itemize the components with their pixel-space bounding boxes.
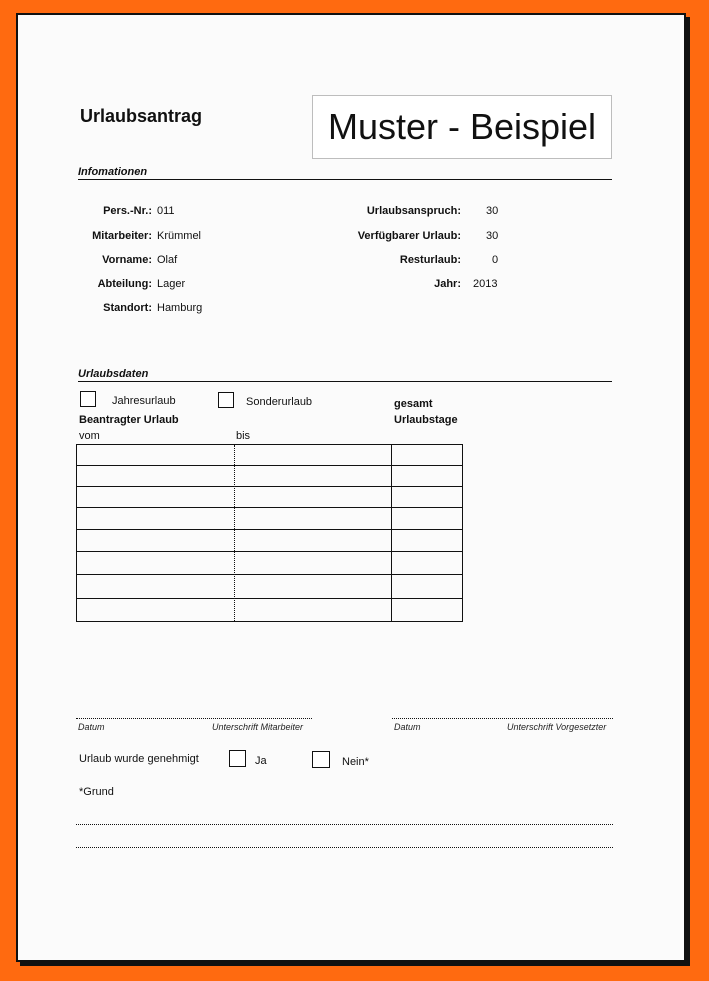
vacation-dates-table[interactable] bbox=[76, 444, 463, 622]
label-datum-right: Datum bbox=[394, 722, 421, 732]
label-vom: vom bbox=[79, 430, 100, 442]
table-row-divider bbox=[77, 574, 462, 575]
label-bis: bis bbox=[236, 430, 251, 442]
value-mitarbeiter: Krümmel bbox=[157, 230, 202, 242]
label-sonderurlaub: Sonderurlaub bbox=[246, 396, 313, 408]
label-grund: *Grund bbox=[79, 786, 114, 798]
label-nein: Nein* bbox=[342, 756, 369, 768]
label-urlaubsanspruch: Urlaubsanspruch: bbox=[366, 205, 461, 217]
label-datum-left: Datum bbox=[78, 722, 105, 732]
label-vorname: Vorname: bbox=[102, 254, 152, 266]
table-row-divider bbox=[77, 507, 462, 508]
table-row-divider bbox=[77, 529, 462, 530]
label-verfuegbarer-urlaub: Verfügbarer Urlaub: bbox=[357, 230, 461, 242]
label-unterschrift-mitarbeiter: Unterschrift Mitarbeiter bbox=[212, 722, 304, 732]
section-informationen-heading: Infomationen bbox=[78, 166, 612, 180]
label-resturlaub: Resturlaub: bbox=[399, 254, 461, 266]
label-standort: Standort: bbox=[103, 302, 152, 314]
value-abteilung: Lager bbox=[157, 278, 186, 290]
label-gesamt: gesamt bbox=[394, 398, 433, 410]
value-standort: Hamburg bbox=[157, 302, 203, 314]
value-urlaubsanspruch: 30 bbox=[486, 205, 499, 217]
checkbox-nein[interactable] bbox=[312, 751, 330, 768]
label-ja: Ja bbox=[255, 755, 267, 767]
form-page bbox=[16, 13, 686, 962]
table-row-divider bbox=[77, 551, 462, 552]
value-vorname: Olaf bbox=[157, 254, 178, 266]
table-row-divider bbox=[77, 486, 462, 487]
label-unterschrift-vorgesetzter: Unterschrift Vorgesetzter bbox=[507, 722, 607, 732]
table-row-divider bbox=[77, 598, 462, 599]
column-divider-vom-bis bbox=[234, 445, 235, 621]
column-divider-total bbox=[391, 445, 392, 621]
table-row-divider bbox=[77, 465, 462, 466]
label-mitarbeiter: Mitarbeiter: bbox=[92, 230, 152, 242]
label-urlaubstage: Urlaubstage bbox=[394, 414, 458, 426]
label-jahresurlaub: Jahresurlaub bbox=[112, 395, 176, 407]
reason-line-2[interactable] bbox=[76, 847, 613, 848]
checkbox-sonderurlaub[interactable] bbox=[218, 392, 234, 408]
label-urlaub-genehmigt: Urlaub wurde genehmigt bbox=[79, 753, 199, 765]
value-verfuegbarer-urlaub: 30 bbox=[486, 230, 499, 242]
value-pers-nr: 011 bbox=[157, 205, 175, 217]
label-beantragter-urlaub: Beantragter Urlaub bbox=[79, 414, 179, 426]
form-title: Urlaubsantrag bbox=[80, 106, 203, 126]
signature-line-employee[interactable] bbox=[76, 718, 312, 719]
label-jahr: Jahr: bbox=[434, 278, 461, 290]
label-pers-nr: Pers.-Nr.: bbox=[103, 205, 152, 217]
signature-line-supervisor[interactable] bbox=[392, 718, 613, 719]
label-abteilung: Abteilung: bbox=[97, 278, 152, 290]
checkbox-jahresurlaub[interactable] bbox=[80, 391, 96, 407]
value-resturlaub: 0 bbox=[492, 254, 499, 266]
value-jahr: 2013 bbox=[473, 278, 498, 290]
checkbox-ja[interactable] bbox=[229, 750, 246, 767]
sample-stamp: Muster - Beispiel bbox=[312, 95, 612, 159]
section-urlaubsdaten-heading: Urlaubsdaten bbox=[78, 368, 612, 382]
reason-line-1[interactable] bbox=[76, 824, 613, 825]
